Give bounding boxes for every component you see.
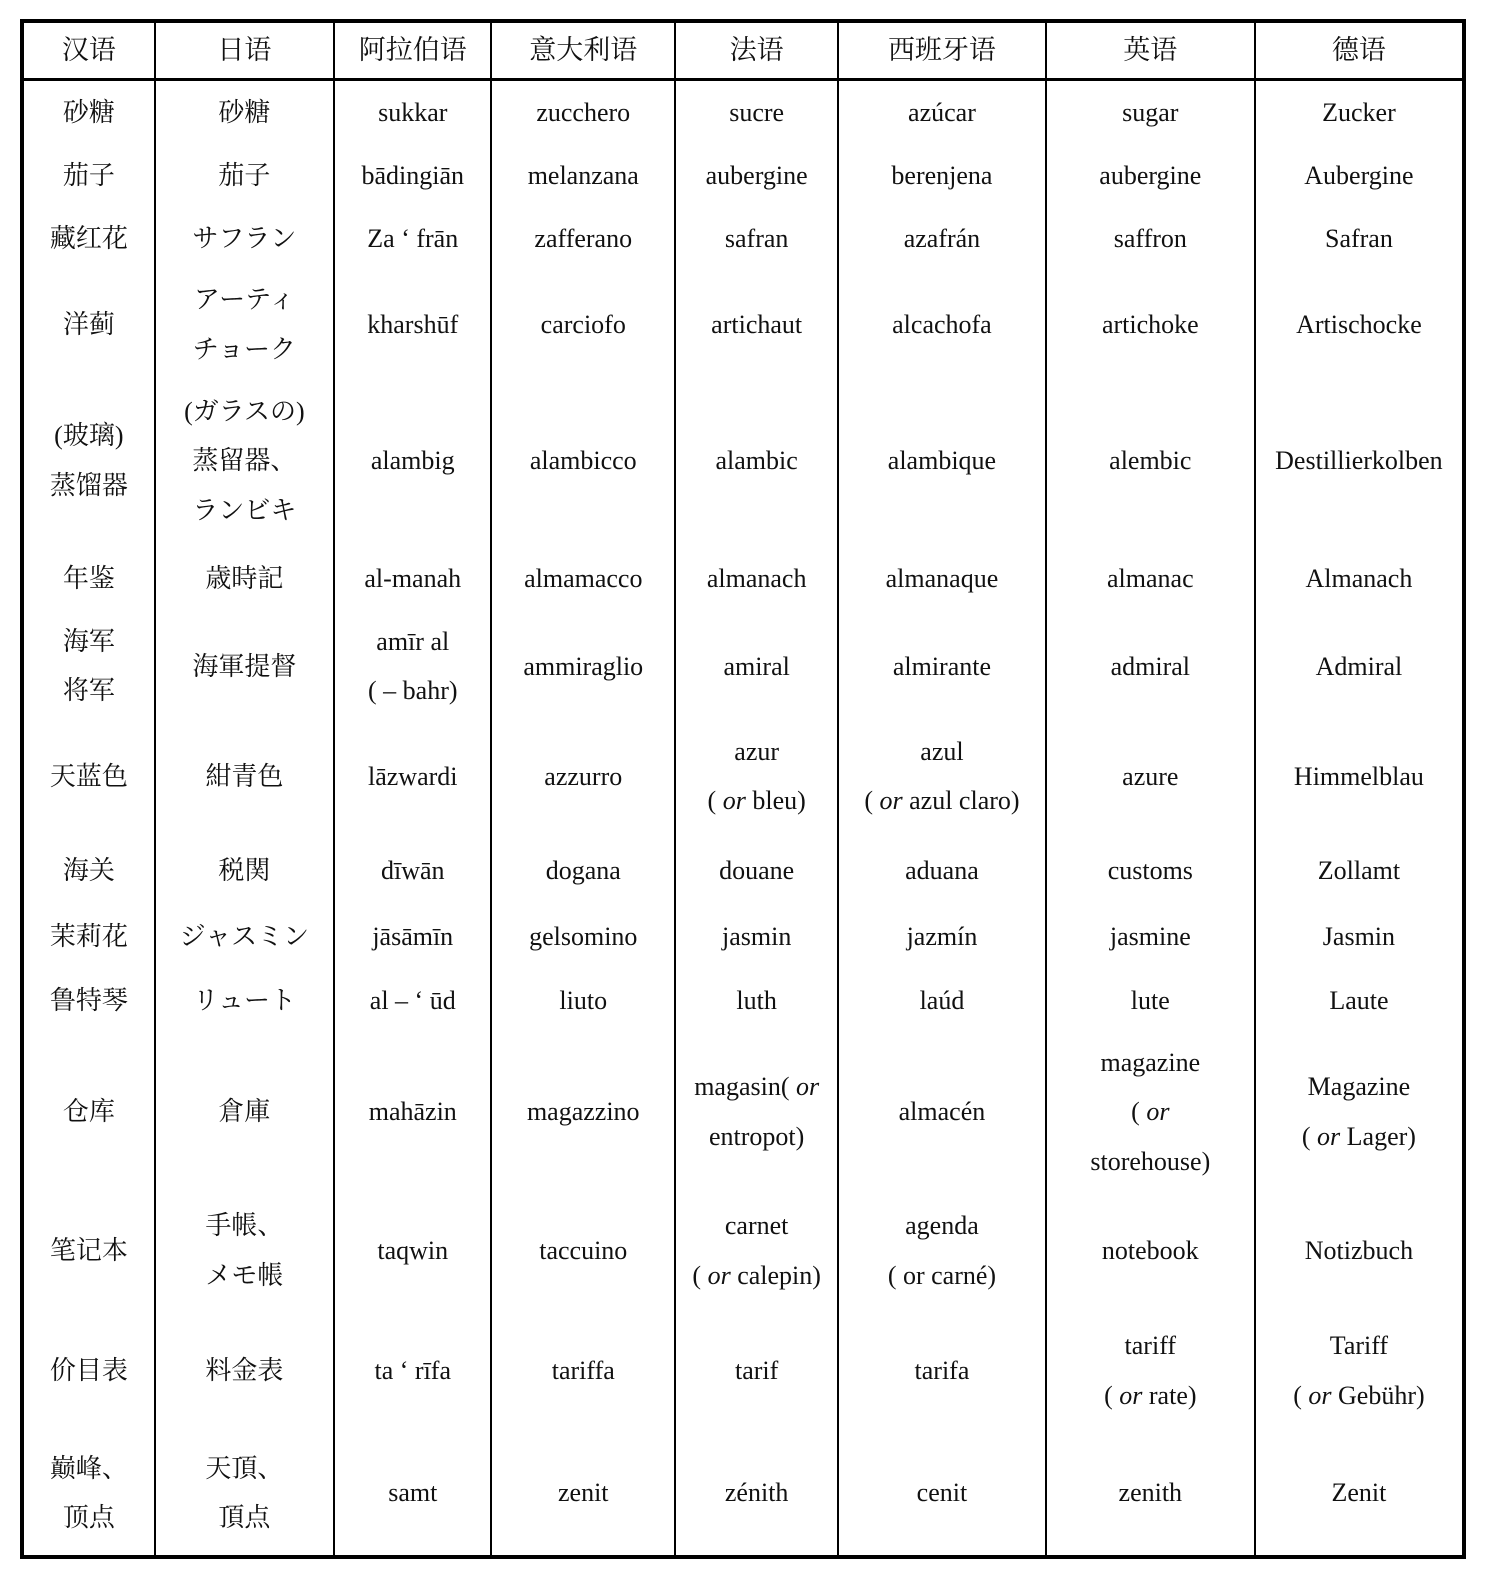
cell-line: zucchero bbox=[536, 97, 631, 127]
cell-line: almamacco bbox=[524, 563, 643, 593]
cell-r11-arabic bbox=[334, 968, 491, 1033]
cell-line: cenit bbox=[916, 1478, 968, 1508]
cell-r5-arabic bbox=[334, 380, 491, 542]
cell-line: ( or Gebühr) bbox=[1293, 1380, 1425, 1410]
cell-r12-german bbox=[1255, 1033, 1464, 1191]
cell-r7-chinese bbox=[22, 615, 155, 718]
cell-line: sugar bbox=[1122, 97, 1179, 127]
cell-line: kharshūf bbox=[367, 310, 459, 340]
cell-r1-english bbox=[1046, 80, 1255, 144]
cell-r9-arabic bbox=[334, 835, 491, 906]
cell-line: zafferano bbox=[534, 223, 633, 253]
cell-r12-arabic bbox=[334, 1033, 491, 1191]
cell-line: alambicco bbox=[529, 446, 637, 476]
cell-line: 将军 bbox=[62, 676, 115, 706]
cell-r14-chinese bbox=[22, 1311, 155, 1431]
cell-line: 洋蓟 bbox=[62, 310, 115, 340]
cell-line: Laute bbox=[1329, 985, 1389, 1015]
cell-r14-german bbox=[1255, 1311, 1464, 1431]
cell-r4-german bbox=[1255, 270, 1464, 380]
cell-r6-chinese bbox=[22, 542, 155, 615]
cell-r2-english bbox=[1046, 144, 1255, 207]
cell-line: 茄子 bbox=[218, 160, 271, 190]
cell-line: jāsāmīn bbox=[372, 922, 454, 952]
cell-line: liuto bbox=[559, 985, 608, 1015]
cell-line: jasmine bbox=[1109, 922, 1191, 952]
cell-r8-spanish bbox=[838, 718, 1046, 835]
cell-r8-english bbox=[1046, 718, 1255, 835]
cell-line: ta ‘ rīfa bbox=[374, 1356, 452, 1386]
cell-line: 顶点 bbox=[62, 1502, 115, 1532]
cell-line: magazzino bbox=[526, 1097, 640, 1127]
cell-line: amiral bbox=[723, 651, 790, 681]
cell-line: 价目表 bbox=[49, 1356, 128, 1386]
cell-r9-japanese bbox=[155, 835, 335, 906]
cell-line: 海关 bbox=[62, 855, 115, 885]
cell-r2-spanish bbox=[838, 144, 1046, 207]
cell-line: (ガラスの) bbox=[184, 396, 305, 426]
cell-r5-italian bbox=[491, 380, 675, 542]
table-row bbox=[22, 718, 1464, 835]
cell-r7-english bbox=[1046, 615, 1255, 718]
cell-r12-spanish bbox=[838, 1033, 1046, 1191]
cell-line: alambig bbox=[370, 446, 455, 476]
cell-r6-spanish bbox=[838, 542, 1046, 615]
cell-r8-french bbox=[675, 718, 838, 835]
cell-r15-italian bbox=[491, 1431, 675, 1557]
cell-line: alcachofa bbox=[892, 310, 992, 340]
cell-r2-japanese bbox=[155, 144, 335, 207]
cell-r11-chinese bbox=[22, 968, 155, 1033]
cell-line: 蒸留器、 bbox=[192, 446, 297, 476]
cell-line: melanzana bbox=[527, 160, 639, 190]
cell-r4-french bbox=[675, 270, 838, 380]
cell-r15-chinese bbox=[22, 1431, 155, 1557]
cell-line: jasmin bbox=[721, 922, 792, 952]
cell-line: Zollamt bbox=[1317, 855, 1401, 885]
table-row bbox=[22, 615, 1464, 718]
cell-line: ( or rate) bbox=[1104, 1380, 1197, 1410]
cell-r13-french bbox=[675, 1191, 838, 1311]
table-row bbox=[22, 542, 1464, 615]
cell-r10-italian bbox=[491, 906, 675, 968]
cell-r8-chinese bbox=[22, 718, 155, 835]
cell-line: aubergine bbox=[1099, 160, 1202, 190]
cell-line: ( or calepin) bbox=[692, 1260, 821, 1290]
cell-line: lāzwardi bbox=[368, 761, 458, 791]
cell-line: 税関 bbox=[218, 855, 271, 885]
cell-line: zénith bbox=[724, 1478, 789, 1508]
cell-r5-chinese bbox=[22, 380, 155, 542]
table-row bbox=[22, 270, 1464, 380]
cell-line: ( or Lager) bbox=[1301, 1121, 1416, 1151]
cell-r6-german bbox=[1255, 542, 1464, 615]
table-row bbox=[22, 207, 1464, 270]
table-row bbox=[22, 968, 1464, 1033]
cell-line: Destillierkolben bbox=[1275, 446, 1443, 476]
cell-line: dīwān bbox=[380, 855, 445, 885]
cell-line: dogana bbox=[545, 855, 621, 885]
cell-line: Safran bbox=[1324, 223, 1393, 253]
cell-line: ammiraglio bbox=[523, 651, 644, 681]
cell-line: ランビキ bbox=[192, 495, 297, 525]
cell-r8-german bbox=[1255, 718, 1464, 835]
cell-r10-english bbox=[1046, 906, 1255, 968]
cell-line: saffron bbox=[1113, 223, 1187, 253]
cell-r3-italian bbox=[491, 207, 675, 270]
col-header-italian: 意大利语 bbox=[491, 21, 675, 80]
cell-line: azul bbox=[920, 736, 964, 766]
cell-r5-german bbox=[1255, 380, 1464, 542]
cell-r12-japanese bbox=[155, 1033, 335, 1191]
cell-r11-french bbox=[675, 968, 838, 1033]
cell-line: amīr al bbox=[376, 626, 450, 656]
cell-line: entropot) bbox=[709, 1121, 805, 1151]
cell-line: 茄子 bbox=[62, 160, 115, 190]
cell-line: 鲁特琴 bbox=[49, 985, 128, 1015]
cell-r6-french bbox=[675, 542, 838, 615]
cell-line: tarifa bbox=[914, 1356, 970, 1386]
cell-line: 倉庫 bbox=[218, 1097, 271, 1127]
cell-line: gelsomino bbox=[529, 922, 638, 952]
cell-r13-japanese bbox=[155, 1191, 335, 1311]
cell-r1-spanish bbox=[838, 80, 1046, 144]
cell-r3-chinese bbox=[22, 207, 155, 270]
cell-r2-german bbox=[1255, 144, 1464, 207]
cell-r15-japanese bbox=[155, 1431, 335, 1557]
cell-r12-french bbox=[675, 1033, 838, 1191]
cell-r5-japanese bbox=[155, 380, 335, 542]
cell-r7-japanese bbox=[155, 615, 335, 718]
cell-r3-english bbox=[1046, 207, 1255, 270]
col-header-chinese: 汉语 bbox=[22, 21, 155, 80]
cell-r8-japanese bbox=[155, 718, 335, 835]
header-row bbox=[22, 21, 1464, 80]
cell-line: artichaut bbox=[711, 310, 803, 340]
cell-r7-arabic bbox=[334, 615, 491, 718]
cell-line: safran bbox=[724, 223, 789, 253]
cell-line: carnet bbox=[724, 1211, 789, 1241]
cell-line: magasin( or bbox=[694, 1072, 820, 1102]
cell-line: luth bbox=[736, 985, 777, 1015]
cell-r7-german bbox=[1255, 615, 1464, 718]
cell-line: 年鉴 bbox=[62, 563, 115, 593]
cell-r1-japanese bbox=[155, 80, 335, 144]
cell-line: 巅峰、 bbox=[49, 1453, 128, 1483]
cell-line: 海軍提督 bbox=[192, 651, 297, 681]
cell-line: douane bbox=[719, 855, 795, 885]
cell-r4-spanish bbox=[838, 270, 1046, 380]
cell-r3-japanese bbox=[155, 207, 335, 270]
cell-line: berenjena bbox=[891, 160, 993, 190]
cell-line: azur bbox=[734, 736, 780, 766]
cell-r8-italian bbox=[491, 718, 675, 835]
cell-r14-arabic bbox=[334, 1311, 491, 1431]
cell-line: Admiral bbox=[1315, 651, 1403, 681]
cell-line: artichoke bbox=[1101, 310, 1199, 340]
cell-line: 砂糖 bbox=[218, 97, 271, 127]
cell-line: lute bbox=[1130, 985, 1170, 1015]
col-header-arabic: 阿拉伯语 bbox=[334, 21, 491, 80]
cell-r1-german bbox=[1255, 80, 1464, 144]
cell-r8-arabic bbox=[334, 718, 491, 835]
cell-line: bādingiān bbox=[361, 160, 465, 190]
cell-line: laúd bbox=[919, 985, 965, 1015]
cell-line: admiral bbox=[1110, 651, 1191, 681]
table-row bbox=[22, 1033, 1464, 1191]
table-row bbox=[22, 835, 1464, 906]
cell-r14-spanish bbox=[838, 1311, 1046, 1431]
cell-r11-english bbox=[1046, 968, 1255, 1033]
cell-r5-english bbox=[1046, 380, 1255, 542]
cell-line: 天蓝色 bbox=[49, 761, 128, 791]
cell-line: 天頂、 bbox=[205, 1453, 284, 1483]
cell-r7-french bbox=[675, 615, 838, 718]
cell-r6-japanese bbox=[155, 542, 335, 615]
cell-r5-spanish bbox=[838, 380, 1046, 542]
cell-line: チョーク bbox=[192, 334, 297, 364]
cell-r15-french bbox=[675, 1431, 838, 1557]
cell-r3-french bbox=[675, 207, 838, 270]
cell-r14-french bbox=[675, 1311, 838, 1431]
table-row bbox=[22, 906, 1464, 968]
cell-r6-english bbox=[1046, 542, 1255, 615]
cell-r4-english bbox=[1046, 270, 1255, 380]
table-row bbox=[22, 1191, 1464, 1311]
table-body bbox=[22, 80, 1464, 1557]
cell-line: azzurro bbox=[544, 761, 623, 791]
cell-line: 砂糖 bbox=[62, 97, 115, 127]
table-row bbox=[22, 380, 1464, 542]
cell-r15-spanish bbox=[838, 1431, 1046, 1557]
cell-r14-japanese bbox=[155, 1311, 335, 1431]
cell-r6-italian bbox=[491, 542, 675, 615]
cell-r10-japanese bbox=[155, 906, 335, 968]
cell-line: sucre bbox=[729, 97, 785, 127]
cell-r15-german bbox=[1255, 1431, 1464, 1557]
cell-line: storehouse) bbox=[1090, 1146, 1211, 1176]
cell-line: ( or bbox=[1131, 1097, 1170, 1127]
cell-line: Aubergine bbox=[1304, 160, 1414, 190]
cell-r9-chinese bbox=[22, 835, 155, 906]
cell-line: リュート bbox=[192, 985, 297, 1015]
cell-line: tarif bbox=[735, 1356, 779, 1386]
cell-line: tariffa bbox=[551, 1356, 615, 1386]
cell-r12-english bbox=[1046, 1033, 1255, 1191]
cell-line: mahāzin bbox=[368, 1097, 457, 1127]
cell-r7-spanish bbox=[838, 615, 1046, 718]
cell-r10-german bbox=[1255, 906, 1464, 968]
cell-r1-french bbox=[675, 80, 838, 144]
cell-line: zenit bbox=[558, 1478, 609, 1508]
cell-r1-chinese bbox=[22, 80, 155, 144]
cell-r14-italian bbox=[491, 1311, 675, 1431]
cell-line: samt bbox=[388, 1478, 438, 1508]
cell-line: azafrán bbox=[903, 223, 981, 253]
col-header-german: 德语 bbox=[1255, 21, 1464, 80]
cell-line: al-manah bbox=[364, 563, 462, 593]
cell-r3-arabic bbox=[334, 207, 491, 270]
cell-line: taqwin bbox=[377, 1236, 449, 1266]
cell-line: azure bbox=[1122, 761, 1179, 791]
cell-line: notebook bbox=[1101, 1236, 1199, 1266]
vocabulary-table bbox=[20, 19, 1466, 1559]
cell-r12-chinese bbox=[22, 1033, 155, 1191]
cell-r10-french bbox=[675, 906, 838, 968]
table-row bbox=[22, 1431, 1464, 1557]
col-header-spanish: 西班牙语 bbox=[838, 21, 1046, 80]
cell-line: aubergine bbox=[705, 160, 808, 190]
cell-r13-english bbox=[1046, 1191, 1255, 1311]
cell-r13-german bbox=[1255, 1191, 1464, 1311]
cell-line: ( or bleu) bbox=[707, 786, 806, 816]
cell-r5-french bbox=[675, 380, 838, 542]
cell-line: jazmín bbox=[906, 922, 978, 952]
cell-line: (玻璃) bbox=[54, 421, 124, 451]
cell-line: al – ‘ ūd bbox=[369, 985, 456, 1015]
cell-r11-spanish bbox=[838, 968, 1046, 1033]
cell-line: 歳時記 bbox=[205, 563, 284, 593]
cell-line: 仓库 bbox=[62, 1097, 115, 1127]
cell-line: ( or carné) bbox=[887, 1260, 997, 1290]
cell-r4-italian bbox=[491, 270, 675, 380]
cell-r9-italian bbox=[491, 835, 675, 906]
cell-line: Artischocke bbox=[1296, 310, 1422, 340]
table-header bbox=[22, 21, 1464, 80]
cell-line: ジャスミン bbox=[179, 922, 310, 952]
cell-r3-german bbox=[1255, 207, 1464, 270]
cell-line: aduana bbox=[905, 855, 979, 885]
cell-line: ( or azul claro) bbox=[864, 786, 1020, 816]
cell-line: 藏红花 bbox=[49, 223, 128, 253]
cell-r10-spanish bbox=[838, 906, 1046, 968]
cell-r7-italian bbox=[491, 615, 675, 718]
cell-line: Magazine bbox=[1307, 1072, 1411, 1102]
cell-r1-italian bbox=[491, 80, 675, 144]
cell-line: Notizbuch bbox=[1304, 1236, 1414, 1266]
cell-line: Zenit bbox=[1331, 1478, 1387, 1508]
cell-r10-chinese bbox=[22, 906, 155, 968]
table-row bbox=[22, 1311, 1464, 1431]
cell-r11-italian bbox=[491, 968, 675, 1033]
cell-line: almacén bbox=[898, 1097, 986, 1127]
cell-r1-arabic bbox=[334, 80, 491, 144]
cell-line: magazine bbox=[1100, 1047, 1201, 1077]
col-header-french: 法语 bbox=[675, 21, 838, 80]
cell-r4-japanese bbox=[155, 270, 335, 380]
cell-line: 料金表 bbox=[205, 1356, 284, 1386]
cell-r15-english bbox=[1046, 1431, 1255, 1557]
cell-line: アーティ bbox=[193, 285, 295, 315]
cell-r4-arabic bbox=[334, 270, 491, 380]
cell-line: alambic bbox=[715, 446, 798, 476]
cell-line: Tariff bbox=[1329, 1331, 1389, 1361]
cell-r11-japanese bbox=[155, 968, 335, 1033]
cell-line: 笔记本 bbox=[49, 1236, 128, 1266]
cell-line: 頂点 bbox=[218, 1502, 271, 1532]
cell-r13-arabic bbox=[334, 1191, 491, 1311]
cell-line: alambique bbox=[887, 446, 997, 476]
cell-r14-english bbox=[1046, 1311, 1255, 1431]
table-row bbox=[22, 144, 1464, 207]
cell-line: zenith bbox=[1118, 1478, 1183, 1508]
cell-r9-english bbox=[1046, 835, 1255, 906]
cell-line: 紺青色 bbox=[205, 761, 284, 791]
cell-r13-spanish bbox=[838, 1191, 1046, 1311]
cell-r2-italian bbox=[491, 144, 675, 207]
cell-r11-german bbox=[1255, 968, 1464, 1033]
cell-line: ( – bahr) bbox=[368, 676, 458, 706]
cell-line: azúcar bbox=[908, 97, 976, 127]
cell-r10-arabic bbox=[334, 906, 491, 968]
cell-r12-italian bbox=[491, 1033, 675, 1191]
cell-line: alembic bbox=[1109, 446, 1192, 476]
cell-line: Almanach bbox=[1305, 563, 1413, 593]
cell-line: 蒸馏器 bbox=[49, 470, 128, 500]
cell-r13-chinese bbox=[22, 1191, 155, 1311]
cell-r9-french bbox=[675, 835, 838, 906]
cell-r3-spanish bbox=[838, 207, 1046, 270]
cell-line: customs bbox=[1107, 855, 1193, 885]
cell-line: almanach bbox=[706, 563, 807, 593]
table-row bbox=[22, 80, 1464, 144]
cell-r6-arabic bbox=[334, 542, 491, 615]
cell-line: carciofo bbox=[540, 310, 626, 340]
cell-line: almirante bbox=[892, 651, 992, 681]
cell-line: almanaque bbox=[885, 563, 999, 593]
col-header-english: 英语 bbox=[1046, 21, 1255, 80]
cell-line: agenda bbox=[905, 1211, 979, 1241]
cell-r13-italian bbox=[491, 1191, 675, 1311]
cell-line: taccuino bbox=[539, 1236, 628, 1266]
cell-line: Zucker bbox=[1322, 97, 1396, 127]
cell-r15-arabic bbox=[334, 1431, 491, 1557]
cell-line: Himmelblau bbox=[1293, 761, 1424, 791]
cell-line: メモ帳 bbox=[205, 1260, 284, 1290]
cell-line: Jasmin bbox=[1322, 922, 1396, 952]
cell-line: almanac bbox=[1107, 563, 1194, 593]
cell-r4-chinese bbox=[22, 270, 155, 380]
cell-line: sukkar bbox=[378, 97, 448, 127]
cell-r2-chinese bbox=[22, 144, 155, 207]
cell-r2-arabic bbox=[334, 144, 491, 207]
cell-line: 海军 bbox=[62, 626, 115, 656]
cell-line: 茉莉花 bbox=[49, 922, 128, 952]
cell-r9-german bbox=[1255, 835, 1464, 906]
cell-r2-french bbox=[675, 144, 838, 207]
col-header-japanese: 日语 bbox=[155, 21, 335, 80]
cell-line: 手帳、 bbox=[205, 1211, 284, 1241]
cell-line: サフラン bbox=[192, 223, 297, 253]
cell-r9-spanish bbox=[838, 835, 1046, 906]
cell-line: tariff bbox=[1124, 1331, 1177, 1361]
cell-line: Za ‘ frān bbox=[367, 223, 459, 253]
